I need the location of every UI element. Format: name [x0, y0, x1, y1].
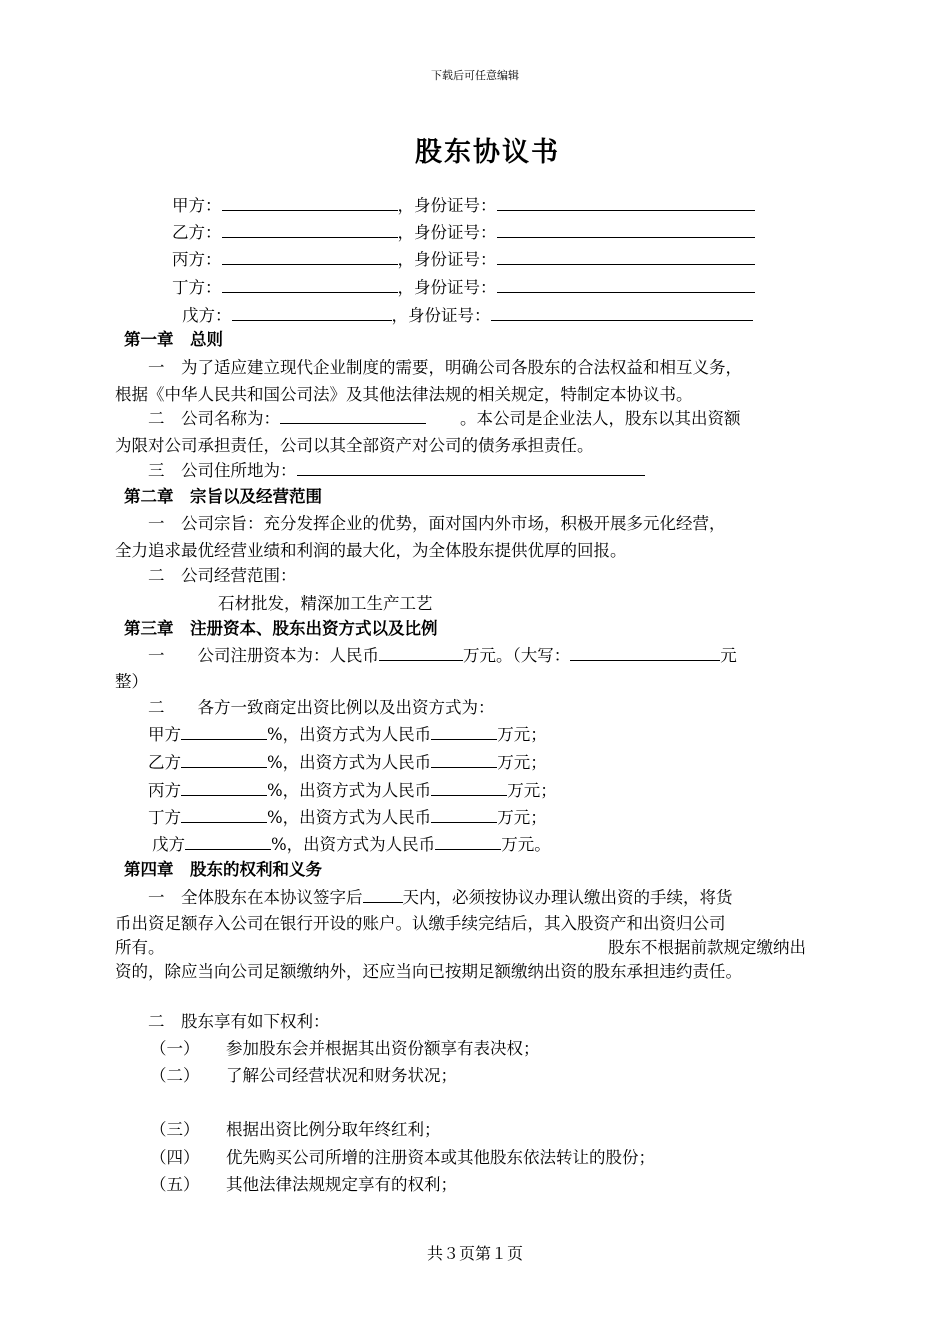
amount-blank: [431, 725, 497, 740]
paragraph: 一 公司宗旨：充分发挥企业的优势，面对国内外市场，积极开展多元化经营，: [148, 514, 726, 533]
contribution-row: [148, 753, 547, 773]
paragraph: 资的，除应当向公司足额缴纳外，还应当向已按期足额缴纳出资的股东承担违约责任。: [115, 962, 742, 981]
id-label: ，身份证号：: [391, 306, 491, 325]
paragraph: 二 公司经营范围：: [148, 566, 297, 585]
company-name-blank: [280, 409, 426, 424]
text: 天内，必须按协议办理认缴出资的手续，将货: [402, 888, 733, 907]
party: 戊方: [152, 835, 185, 854]
name-blank: [222, 250, 398, 265]
paragraph: 币出资足额存入公司在银行开设的账户。认缴手续完结后，其入股资产和出资归公司: [115, 914, 726, 933]
paragraph: 股东不根据前款规定缴纳出: [608, 938, 806, 957]
id-label: ，身份证号：: [397, 196, 497, 215]
text: 万元；: [507, 781, 557, 800]
contribution-row: [148, 725, 547, 745]
text: 一 全体股东在本协议签字后: [148, 888, 363, 907]
text: 元: [720, 646, 737, 665]
amount-blank: [431, 808, 497, 823]
item-number: （一）: [150, 1039, 200, 1058]
paragraph: 根据《中华人民共和国公司法》及其他法律法规的相关规定，特制定本协议书。: [115, 385, 693, 404]
chapter-heading: 第二章 宗旨以及经营范围: [124, 487, 322, 506]
contribution-row: [148, 808, 547, 828]
text: %，出资方式为人民币: [267, 781, 432, 800]
text: 万元。: [501, 835, 551, 854]
name-blank: [232, 306, 392, 321]
party-line: [172, 223, 755, 243]
ratio-blank: [185, 835, 271, 850]
text: 。本公司是企业法人，股东以其出资额: [460, 409, 741, 428]
document-title: 股东协议书: [415, 137, 560, 168]
name-blank: [222, 196, 398, 211]
item-number: （二）: [150, 1066, 200, 1085]
party-label: 丁方：: [172, 278, 222, 297]
text: %，出资方式为人民币: [267, 725, 432, 744]
business-scope: 石材批发，精深加工生产工艺: [218, 594, 433, 613]
item-number: （三）: [150, 1120, 200, 1139]
party: 丙方: [148, 781, 181, 800]
list-item: [150, 1039, 540, 1059]
item-text: 优先购买公司所增的注册资本或其他股东依法转让的股份；: [226, 1148, 655, 1167]
paragraph: 一 为了适应建立现代企业制度的需要，明确公司各股东的合法权益和相互义务，: [148, 358, 742, 377]
text: %，出资方式为人民币: [267, 753, 432, 772]
id-label: ，身份证号：: [397, 278, 497, 297]
text: 万元；: [497, 725, 547, 744]
amount-blank: [431, 753, 497, 768]
address-blank: [297, 461, 645, 476]
text: 一 公司注册资本为：人民币: [148, 646, 379, 665]
party-line: [172, 196, 755, 216]
text: 二 公司名称为：: [148, 409, 280, 428]
party: 丁方: [148, 808, 181, 827]
paragraph: 为限对公司承担责任，公司以其全部资产对公司的债务承担责任。: [115, 436, 594, 455]
party: 乙方: [148, 753, 181, 772]
text: 三 公司住所地为：: [148, 461, 297, 480]
name-blank: [222, 223, 398, 238]
party-label: 丙方：: [172, 250, 222, 269]
item-number: （四）: [150, 1148, 200, 1167]
amount-blank: [435, 835, 501, 850]
paragraph: 二 股东享有如下权利：: [148, 1012, 330, 1031]
paragraph: [148, 646, 737, 666]
item-number: （五）: [150, 1175, 200, 1194]
capital-words-blank: [570, 646, 720, 661]
item-text: 了解公司经营状况和财务状况；: [226, 1066, 457, 1085]
text: %，出资方式为人民币: [271, 835, 436, 854]
text: 万元；: [497, 808, 547, 827]
paragraph: [148, 461, 645, 481]
id-blank: [497, 223, 755, 238]
paragraph: 整）: [115, 672, 148, 691]
list-item: [150, 1175, 457, 1195]
ratio-blank: [181, 725, 267, 740]
list-item: [150, 1066, 457, 1086]
id-blank: [497, 250, 755, 265]
id-blank: [497, 196, 755, 211]
paragraph: [148, 888, 733, 908]
list-item: [150, 1148, 655, 1168]
party-label: 乙方：: [172, 223, 222, 242]
amount-blank: [431, 781, 507, 796]
id-label: ，身份证号：: [397, 223, 497, 242]
item-text: 其他法律法规规定享有的权利；: [226, 1175, 457, 1194]
chapter-heading: 第一章 总则: [124, 330, 223, 349]
id-blank: [497, 278, 755, 293]
paragraph: 所有。: [115, 938, 165, 957]
paragraph: [148, 409, 741, 429]
party: 甲方: [148, 725, 181, 744]
text: 万元；: [497, 753, 547, 772]
days-blank: [363, 888, 403, 903]
item-text: 根据出资比例分取年终红利；: [226, 1120, 441, 1139]
id-blank: [491, 306, 753, 321]
page-footer: 共３页第１页: [426, 1244, 523, 1263]
paragraph: 全力追求最优经营业绩和利润的最大化，为全体股东提供优厚的回报。: [115, 541, 627, 560]
contribution-row: [152, 835, 551, 855]
item-text: 参加股东会并根据其出资份额享有表决权；: [226, 1039, 540, 1058]
party-line: [182, 306, 753, 326]
paragraph: 二 各方一致商定出资比例以及出资方式为：: [148, 698, 495, 717]
party-label: 甲方：: [172, 196, 222, 215]
party-line: [172, 278, 755, 298]
contribution-row: [148, 781, 557, 801]
text: 万元。（大写：: [463, 646, 571, 665]
text: %，出资方式为人民币: [267, 808, 432, 827]
chapter-heading: 第三章 注册资本、股东出资方式以及比例: [124, 619, 438, 638]
chapter-heading: 第四章 股东的权利和义务: [124, 860, 322, 879]
ratio-blank: [181, 753, 267, 768]
party-line: [172, 250, 755, 270]
ratio-blank: [181, 781, 267, 796]
capital-blank: [379, 646, 463, 661]
ratio-blank: [181, 808, 267, 823]
list-item: [150, 1120, 441, 1140]
id-label: ，身份证号：: [397, 250, 497, 269]
party-label: 戊方：: [182, 306, 232, 325]
page-header: 下载后可任意编辑: [431, 69, 519, 82]
name-blank: [222, 278, 398, 293]
